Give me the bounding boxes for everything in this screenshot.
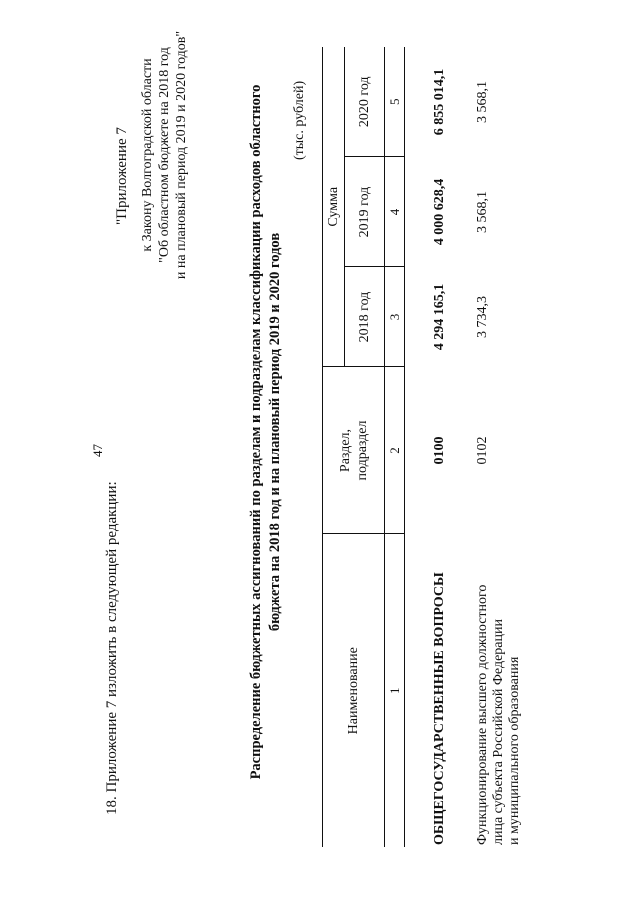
row-value-2018: 3 734,3 — [474, 296, 490, 338]
header-year-2020: 2020 год — [345, 47, 385, 157]
row-name: ОБЩЕГОСУДАРСТВЕННЫЕ ВОПРОСЫ — [431, 572, 447, 845]
intro-text: 18. Приложение 7 изложить в следующей редакции: — [104, 481, 120, 815]
page-number: 47 — [90, 444, 105, 457]
row-value-2019: 3 568,1 — [474, 191, 490, 233]
col-number-4: 4 — [385, 157, 405, 267]
table-row — [405, 47, 475, 847]
col-number-2: 2 — [385, 367, 405, 534]
appendix-subtitle — [139, 5, 190, 305]
col-number-3: 3 — [385, 267, 405, 367]
appendix-line-2: "Об областном бюджете на 2018 год — [157, 47, 172, 263]
row-value-2019: 4 000 628,4 — [431, 178, 447, 246]
appendix-title: "Приложение 7 — [114, 127, 130, 225]
appendix-line-1: к Закону Волгоградской области — [140, 58, 155, 252]
document-title-line-1: Распределение бюджетных ассигнований по разделам и подразделам классификации расходов областного — [248, 84, 264, 780]
header-section-line-2: подраздел — [354, 420, 370, 481]
table-row — [475, 47, 533, 847]
document-title — [247, 17, 285, 847]
row-name-line-2: лица субъекта Российской Федерации — [490, 619, 506, 845]
header-year-2018: 2018 год — [345, 267, 385, 367]
units-label: (тыс. рублей) — [292, 80, 307, 160]
header-year-2019: 2019 год — [345, 157, 385, 267]
header-sum: Сумма — [323, 47, 345, 367]
row-code: 0102 — [474, 436, 490, 465]
row-name-line-3: и муниципального образования — [506, 656, 522, 845]
row-value-2020: 6 855 014,1 — [431, 68, 447, 136]
row-name-line-1: Функционирование высшего должностного — [474, 584, 490, 845]
row-code: 0100 — [431, 436, 447, 465]
document-title-line-2: бюджета на 2018 год и на плановый период 2019 и 2020 годов — [267, 232, 283, 632]
header-section-line-1: Раздел, — [337, 428, 353, 473]
header-section — [323, 367, 385, 534]
row-value-2020: 3 568,1 — [474, 81, 490, 123]
header-name: Наименование — [323, 534, 385, 847]
row-value-2018: 4 294 165,1 — [431, 283, 447, 351]
budget-table — [322, 47, 533, 847]
col-number-1: 1 — [385, 534, 405, 847]
row-name — [475, 534, 533, 847]
appendix-line-3: и на плановый период 2019 и 2020 годов" — [174, 30, 189, 280]
col-number-5: 5 — [385, 47, 405, 157]
